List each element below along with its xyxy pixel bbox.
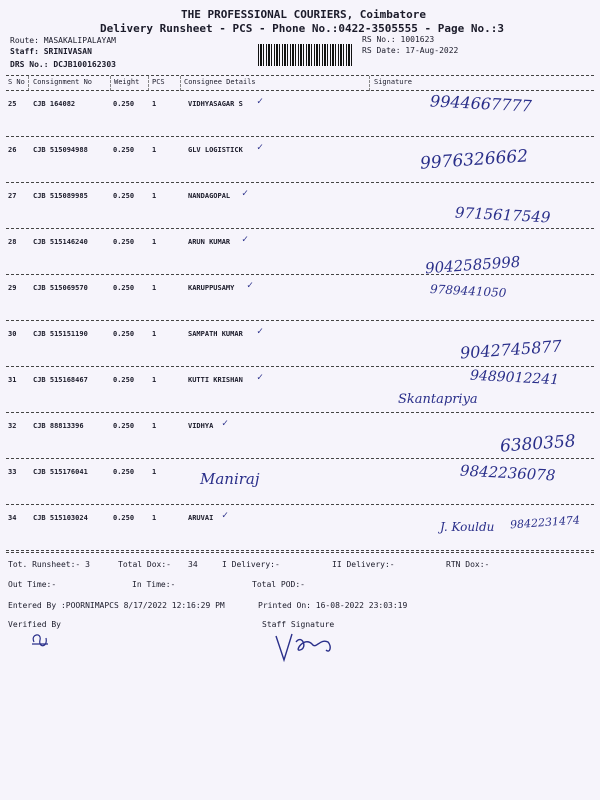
table-row (0, 414, 600, 460)
row-weight: 0.250 (113, 284, 135, 292)
row-consignment-no: CJB 88813396 (33, 422, 84, 430)
row-consignment-no: CJB 515069570 (33, 284, 88, 292)
row-pcs: 1 (152, 376, 157, 384)
row-weight: 0.250 (113, 422, 135, 430)
check-mark-icon: ✓ (257, 326, 264, 337)
verified-by: Verified By (8, 620, 61, 629)
row-weight: 0.250 (113, 100, 135, 108)
check-mark-icon: ✓ (242, 234, 249, 245)
row-sno: 29 (8, 284, 17, 292)
col-divider (180, 76, 181, 91)
row-consignee: VIDHYA (188, 422, 214, 430)
check-mark-icon: ✓ (247, 280, 254, 291)
table-row (0, 230, 600, 276)
row-separator (6, 228, 594, 229)
signature-handwriting: 9042585998 (424, 252, 521, 278)
signature-handwriting: 9842231474 (509, 513, 581, 532)
row-separator (6, 458, 594, 459)
signature-handwriting: 9976326662 (419, 146, 529, 174)
route-label: Route: MASAKALIPALAYAM (10, 36, 116, 45)
check-mark-icon: ✓ (257, 142, 264, 153)
row-pcs: 1 (152, 100, 157, 108)
total-dox-label: Total Dox:- (118, 560, 171, 569)
row-consignment-no: CJB 515168467 (33, 376, 88, 384)
row-separator (6, 366, 594, 367)
signature-handwriting: 9944667777 (429, 91, 533, 116)
total-dox-value: 34 (188, 560, 198, 569)
row-sno: 25 (8, 100, 17, 108)
runsheet-subtitle: Delivery Runsheet - PCS - Phone No.:0422-3505555 - Page No.:3 (100, 22, 504, 35)
signature-handwriting: 9042745877 (459, 336, 563, 363)
row-consignment-no: CJB 515176041 (33, 468, 88, 476)
row-consignee: NANDAGOPAL (188, 192, 231, 200)
row-consignee: KUTTI KRISHAN (188, 376, 243, 384)
entered-by: Entered By :POORNIMAPCS 8/17/2022 12:16:29 PM (8, 601, 225, 610)
check-mark-icon: ✓ (222, 510, 229, 521)
row-weight: 0.250 (113, 192, 135, 200)
row-pcs: 1 (152, 330, 157, 338)
row-consignee: ARUN KUMAR (188, 238, 231, 246)
row-sno: 34 (8, 514, 17, 522)
row-consignee: SAMPATH KUMAR (188, 330, 243, 338)
col-consignment: Consignment No (33, 78, 93, 86)
tot-runsheet: Tot. Runsheet:- 3 (8, 560, 90, 569)
signature-handwriting: 9842236078 (459, 461, 556, 485)
row-pcs: 1 (152, 238, 157, 246)
row-consignee: GLV LOGISTICK (188, 146, 243, 154)
row-consignment-no: CJB 515089985 (33, 192, 88, 200)
check-mark-icon: ✓ (257, 372, 264, 383)
row-separator (6, 136, 594, 137)
table-top-border (6, 75, 594, 76)
row-consignee: KARUPPUSAMY (188, 284, 235, 292)
table-row (0, 368, 600, 414)
staff-label: Staff: SRINIVASAN (10, 47, 92, 56)
signature-handwriting: 6380358 (499, 431, 577, 457)
col-weight: Weight (114, 78, 140, 86)
row-sno: 28 (8, 238, 17, 246)
i-delivery: I Delivery:- (222, 560, 280, 569)
row-sno: 31 (8, 376, 17, 384)
row-weight: 0.250 (113, 468, 135, 476)
table-row (0, 322, 600, 368)
signature-handwriting: 9789441050 (429, 282, 507, 300)
col-divider (110, 76, 111, 91)
col-sno: S No (8, 78, 25, 86)
row-separator (6, 550, 594, 551)
signature-handwriting: 9715617549 (454, 203, 551, 227)
table-row (0, 460, 600, 506)
barcode-image (258, 44, 354, 66)
row-separator (6, 182, 594, 183)
row-sno: 27 (8, 192, 17, 200)
row-pcs: 1 (152, 514, 157, 522)
col-divider (148, 76, 149, 91)
summary-top-border (6, 552, 594, 553)
row-weight: 0.250 (113, 330, 135, 338)
row-pcs: 1 (152, 146, 157, 154)
signature-handwriting: 9489012241 (469, 367, 560, 389)
row-consignment-no: CJB 515103024 (33, 514, 88, 522)
staff-signature (272, 628, 336, 664)
out-time: Out Time:- (8, 580, 57, 589)
row-sno: 32 (8, 422, 17, 430)
col-consignee: Consignee Details (184, 78, 256, 86)
drs-number: DRS No.: DCJB100162303 (10, 60, 116, 69)
row-sno: 26 (8, 146, 17, 154)
row-sno: 33 (8, 468, 17, 476)
handwritten-name-34: J. Kouldu (440, 520, 495, 534)
row-pcs: 1 (152, 422, 157, 430)
verified-signature (28, 630, 52, 652)
row-consignment-no: CJB 164082 (33, 100, 76, 108)
col-divider (369, 76, 370, 91)
table-header-border (6, 90, 594, 91)
handwritten-name-31: Skantapriya (398, 392, 478, 407)
row-consignee: ARUVAI (188, 514, 214, 522)
row-weight: 0.250 (113, 376, 135, 384)
check-mark-icon: ✓ (257, 96, 264, 107)
row-consignment-no: CJB 515094988 (33, 146, 88, 154)
check-mark-icon: ✓ (242, 188, 249, 199)
handwritten-name-33: Maniraj (200, 470, 260, 488)
row-separator (6, 412, 594, 413)
row-weight: 0.250 (113, 238, 135, 246)
rtn-dox: RTN Dox:- (446, 560, 490, 569)
table-row (0, 92, 600, 138)
table-row (0, 138, 600, 184)
rs-number: RS No.: 1001623 (362, 35, 435, 44)
col-divider (28, 76, 29, 91)
col-pcs: PCS (152, 78, 165, 86)
table-row (0, 184, 600, 230)
ii-delivery: II Delivery:- (332, 560, 395, 569)
row-weight: 0.250 (113, 146, 135, 154)
printed-on: Printed On: 16-08-2022 23:03:19 (258, 601, 408, 610)
row-separator (6, 320, 594, 321)
row-sno: 30 (8, 330, 17, 338)
table-row (0, 276, 600, 322)
row-consignment-no: CJB 515151190 (33, 330, 88, 338)
rs-date: RS Date: 17-Aug-2022 (362, 46, 459, 55)
total-pod: Total POD:- (252, 580, 305, 589)
row-consignee: VIDHYASAGAR S (188, 100, 243, 108)
row-pcs: 1 (152, 284, 157, 292)
row-weight: 0.250 (113, 514, 135, 522)
row-pcs: 1 (152, 192, 157, 200)
row-separator (6, 274, 594, 275)
company-title: THE PROFESSIONAL COURIERS, Coimbatore (181, 8, 427, 21)
row-pcs: 1 (152, 468, 157, 476)
staff-signature-label: Staff Signature (262, 620, 335, 629)
col-signature: Signature (374, 78, 412, 86)
row-consignment-no: CJB 515146240 (33, 238, 88, 246)
row-separator (6, 504, 594, 505)
check-mark-icon: ✓ (222, 418, 229, 429)
table-row (0, 506, 600, 552)
in-time: In Time:- (132, 580, 176, 589)
